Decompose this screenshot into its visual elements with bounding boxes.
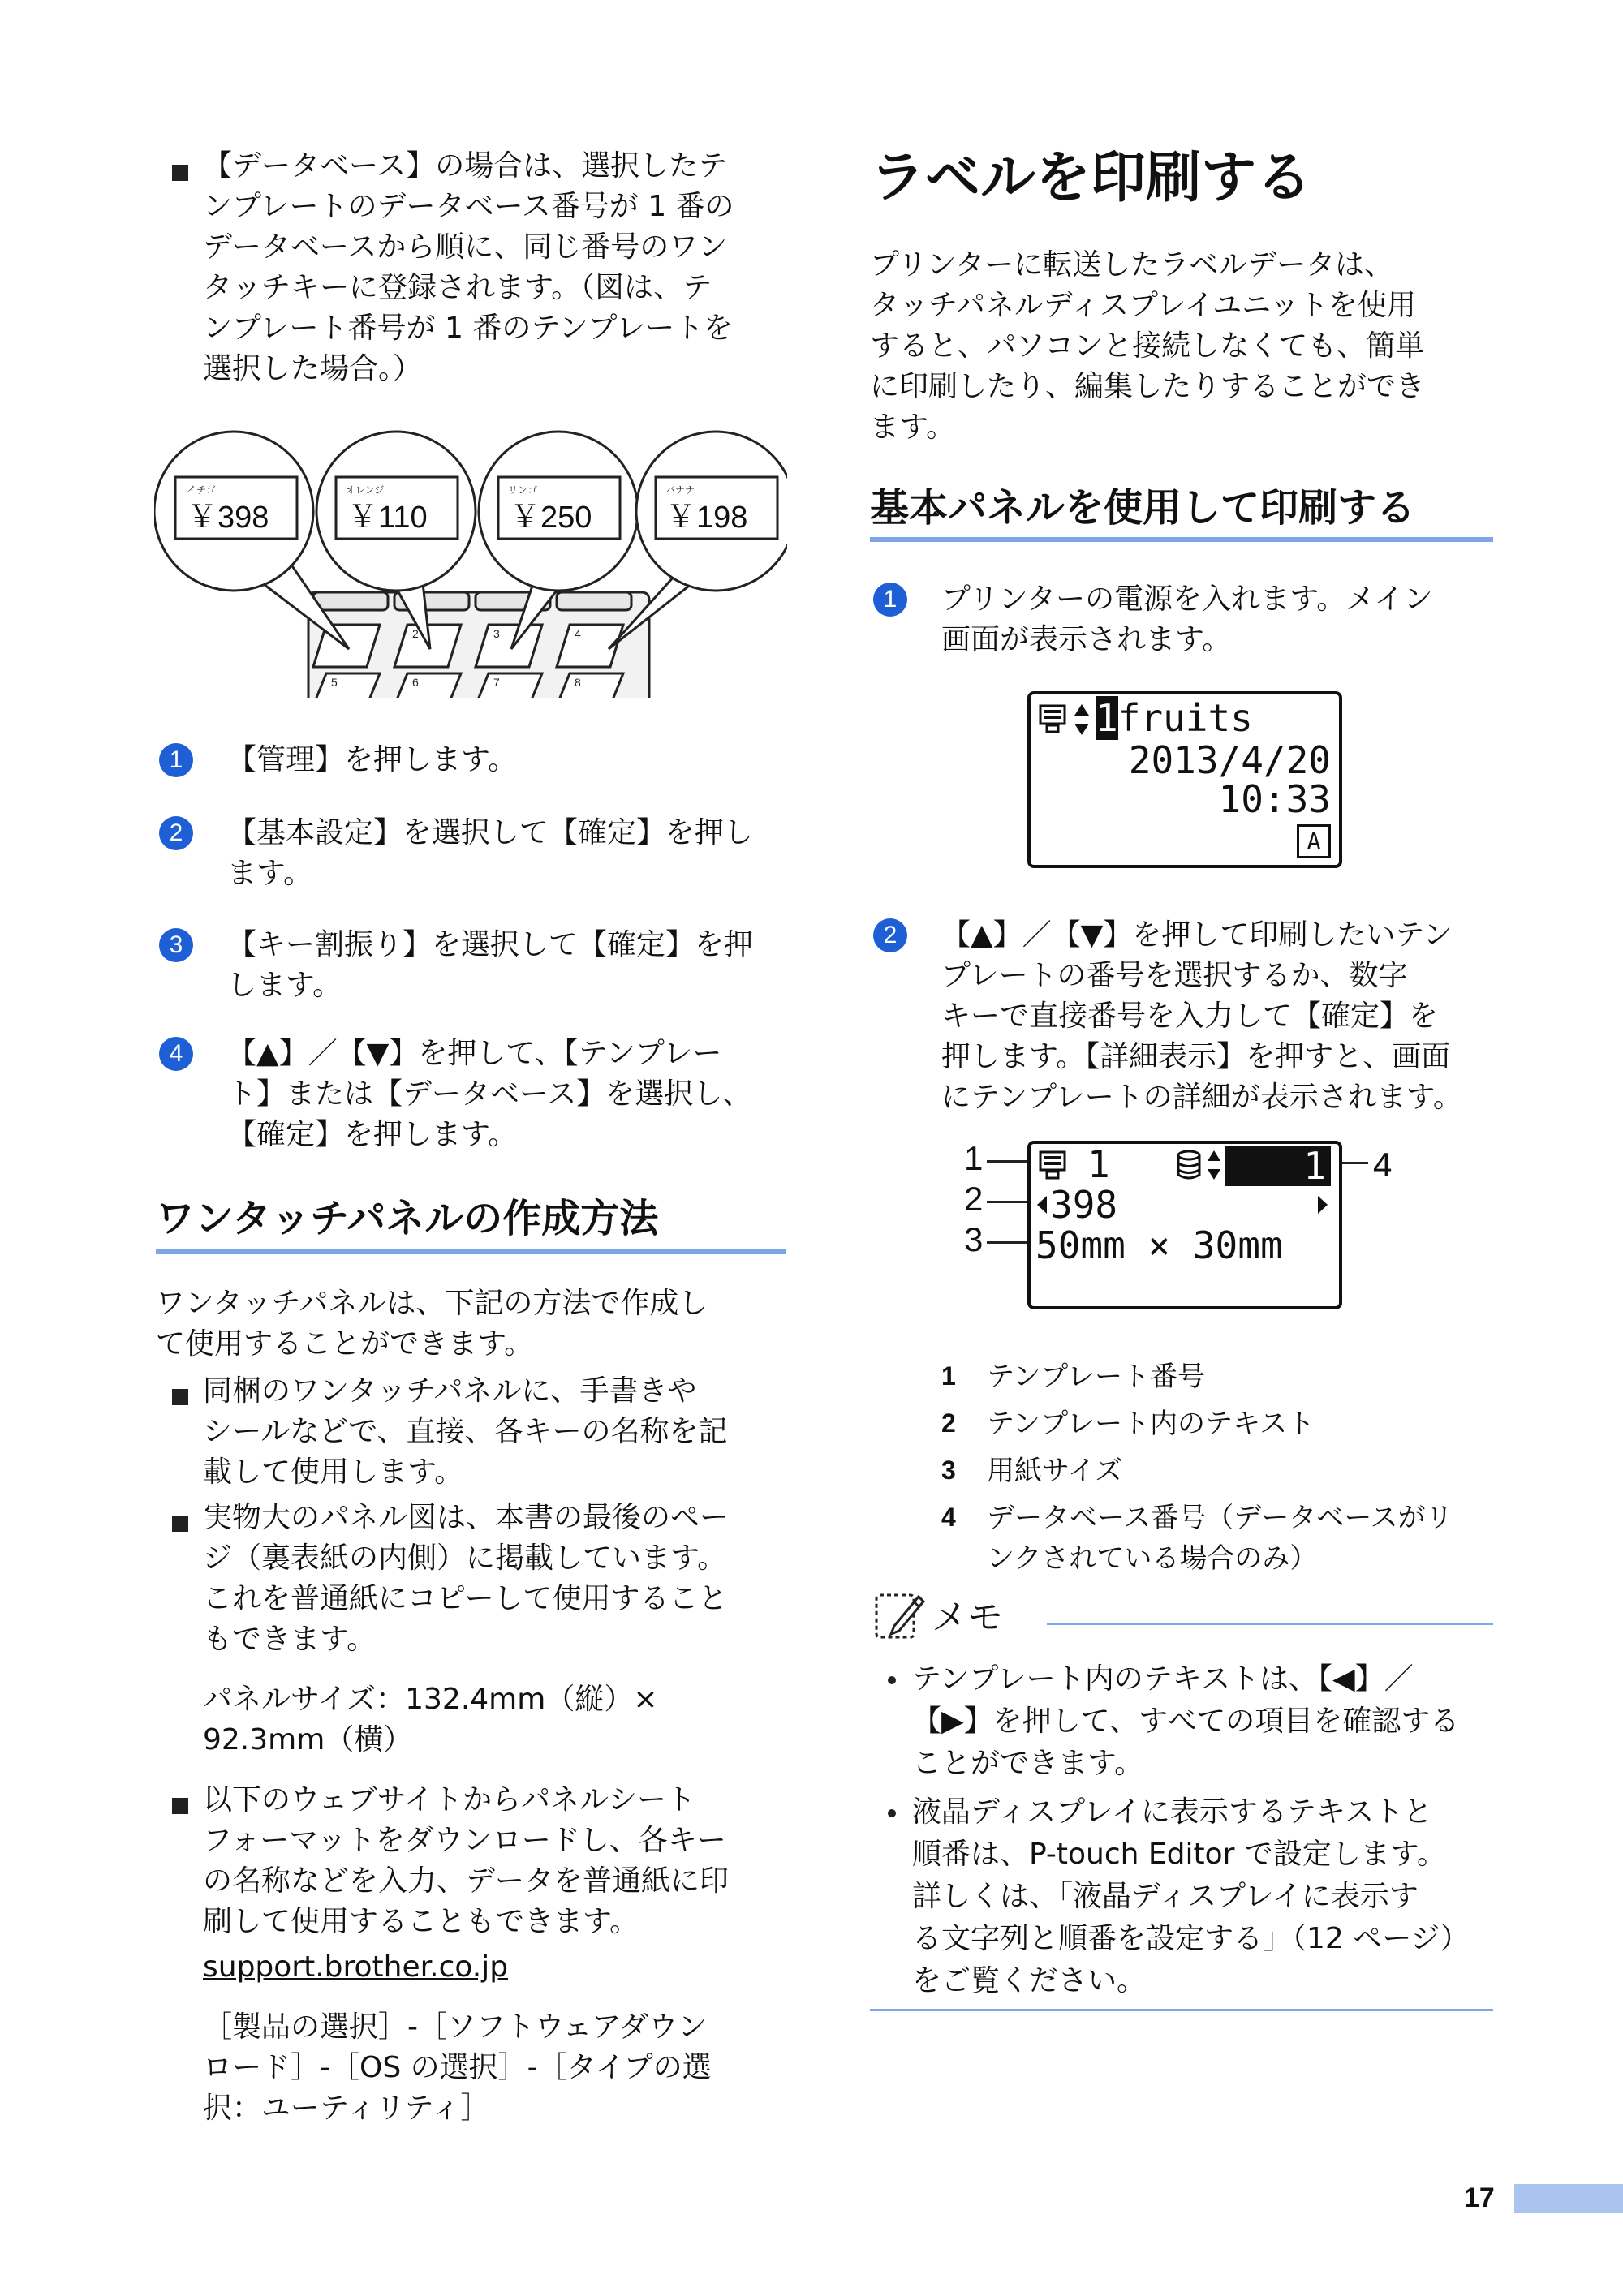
text-line: タッチパネルディスプレイユニットを使用 bbox=[870, 289, 1416, 322]
key-number: 7 bbox=[493, 676, 500, 689]
text-line: 液晶ディスプレイに表示するテキストと bbox=[912, 1795, 1433, 1829]
price-label: ￥398 bbox=[187, 501, 269, 535]
text-line: データベース番号（データベースがリ bbox=[987, 1502, 1453, 1534]
print-intro bbox=[870, 245, 1552, 448]
text-line: 詳しくは、「液晶ディスプレイに表示す bbox=[912, 1880, 1419, 1913]
legend-number: 3 bbox=[941, 1455, 956, 1485]
legend-text: テンプレート番号 bbox=[987, 1361, 1205, 1393]
legend-text bbox=[987, 1498, 1539, 1579]
legend-item bbox=[941, 1404, 1574, 1451]
lcd-detail-screen bbox=[1027, 1141, 1342, 1309]
template-icon bbox=[1037, 1149, 1070, 1181]
section-rule bbox=[870, 537, 1493, 542]
text-line: 【▶】を押して、すべての項目を確認する bbox=[912, 1705, 1460, 1738]
step-number: 2 bbox=[159, 816, 193, 850]
step-number: 1 bbox=[159, 743, 193, 777]
text-line: キーで直接番号を入力して【確定】を bbox=[941, 1000, 1439, 1033]
text-line: タッチキーに登録されます。（図は、テ bbox=[203, 271, 712, 304]
lcd-main-screen bbox=[1027, 691, 1342, 868]
text-line: 画面が表示されます。 bbox=[941, 623, 1232, 656]
lcd-template-name: fruits bbox=[1117, 696, 1253, 740]
legend-text: 用紙サイズ bbox=[987, 1455, 1123, 1487]
text-line: 選択した場合。） bbox=[203, 352, 423, 385]
support-url-wrap bbox=[203, 1947, 508, 1988]
bullet-handwrite-text bbox=[203, 1371, 803, 1493]
text-line: シールなどで、直接、各キーの名称を記 bbox=[203, 1415, 728, 1448]
text-line: 【▲】／【▼】を押して、【テンプレー bbox=[227, 1037, 722, 1070]
text-line: 択：ユーティリティ］ bbox=[203, 2092, 490, 2125]
lcd-mode-label: A bbox=[1307, 828, 1321, 854]
text-line: ンクされている場合のみ） bbox=[987, 1542, 1318, 1575]
section-title-one-touch-panel: ワンタッチパネルの作成方法 bbox=[156, 1196, 659, 1241]
text-line: 【確定】を押します。 bbox=[227, 1118, 518, 1151]
text-line: ンプレート番号が 1 番のテンプレートを bbox=[203, 312, 734, 345]
text-line: ト】または【データベース】を選択し、 bbox=[227, 1077, 752, 1111]
text-line: ます。 bbox=[870, 411, 956, 444]
lcd-time: 10:33 bbox=[1218, 777, 1331, 821]
up-down-arrows-icon bbox=[1073, 703, 1091, 737]
text-line: フォーマットをダウンロードし、各キー bbox=[203, 1824, 726, 1857]
key-number: 2 bbox=[412, 627, 419, 640]
text-line: 同梱のワンタッチパネルに、手書きや bbox=[203, 1374, 697, 1408]
memo-item-1 bbox=[912, 1658, 1561, 1785]
one-touch-panel-figure bbox=[154, 430, 787, 698]
text-line: ロード］-［OS の選択］-［タイプの選 bbox=[203, 2051, 712, 2084]
bullet-square bbox=[172, 1389, 188, 1405]
section-title-basic-panel: 基本パネルを使用して印刷する bbox=[870, 485, 1416, 531]
text-line: します。 bbox=[227, 969, 342, 1002]
step-number: 4 bbox=[159, 1037, 193, 1071]
support-url-link[interactable]: support.brother.co.jp bbox=[203, 1950, 509, 1984]
ruby-label: オレンジ bbox=[346, 484, 385, 496]
legend-text: テンプレート内のテキスト bbox=[987, 1408, 1315, 1440]
key-number: 6 bbox=[412, 676, 419, 689]
callout-leader bbox=[987, 1160, 1029, 1163]
text-line: をご覧ください。 bbox=[912, 1964, 1147, 1997]
bullet-square bbox=[172, 165, 188, 181]
lcd-detail-template-number: 1 bbox=[1087, 1142, 1110, 1186]
text-line: にテンプレートの詳細が表示されます。 bbox=[941, 1081, 1462, 1114]
text-line: プリンターの電源を入れます。メイン bbox=[941, 583, 1433, 616]
legend-number: 2 bbox=[941, 1408, 956, 1438]
right-arrow-icon bbox=[1316, 1194, 1329, 1215]
memo-bullet-dot bbox=[888, 1809, 896, 1817]
bullet-website-text bbox=[203, 1780, 803, 1942]
callout-2: 2 bbox=[964, 1180, 984, 1218]
price-label: ￥198 bbox=[665, 501, 748, 535]
step-number: 2 bbox=[873, 918, 907, 952]
memo-item-2 bbox=[912, 1791, 1561, 2002]
memo-rule-bottom bbox=[870, 2009, 1493, 2011]
legend bbox=[941, 1357, 1574, 1579]
callout-leader bbox=[987, 1201, 1029, 1203]
memo-pencil-icon bbox=[873, 1590, 927, 1644]
text-line: 【▲】／【▼】を押して印刷したいテン bbox=[941, 918, 1453, 952]
step-1-text bbox=[227, 740, 795, 780]
step-number: 1 bbox=[873, 583, 907, 617]
text-line: これを普通紙にコピーして使用すること bbox=[203, 1582, 728, 1615]
section-rule bbox=[156, 1249, 786, 1254]
lcd-detail-db-number: 1 bbox=[1303, 1144, 1326, 1188]
lcd-template-number: 1 bbox=[1096, 696, 1118, 740]
text-line: 【データベース】の場合は、選択したテ bbox=[203, 149, 728, 183]
text-line: 【基本設定】を選択して【確定】を押し bbox=[227, 816, 754, 849]
text-line: 以下のウェブサイトからパネルシート bbox=[203, 1783, 696, 1817]
text-line: 刷して使用することもできます。 bbox=[203, 1905, 639, 1938]
text-line: ンプレートのデータベース番号が 1 番の bbox=[203, 190, 734, 223]
text-line: ［製品の選択］-［ソフトウェアダウン bbox=[203, 2010, 708, 2044]
callout-4: 4 bbox=[1373, 1146, 1393, 1184]
print-step-1-text bbox=[941, 579, 1558, 660]
lcd-detail-size: 50mm × 30mm bbox=[1035, 1223, 1283, 1267]
ruby-label: バナナ bbox=[665, 484, 695, 496]
text-line: ワンタッチパネルは、下記の方法で作成し bbox=[156, 1287, 708, 1320]
text-line: テンプレート内のテキストは、【◀】／ bbox=[912, 1662, 1414, 1696]
text-line: 【管理】を押します。 bbox=[227, 743, 518, 776]
text-line: もできます。 bbox=[203, 1623, 377, 1656]
text-line: る文字列と順番を設定する」（12 ページ） bbox=[912, 1922, 1470, 1955]
text-line: の名称などを入力、データを普通紙に印 bbox=[203, 1864, 730, 1898]
ruby-label: リンゴ bbox=[508, 484, 538, 496]
legend-number: 4 bbox=[941, 1503, 956, 1532]
text-line: データベースから順に、同じ番号のワン bbox=[203, 230, 728, 264]
text-line: ジ（裏表紙の内側）に掲載しています。 bbox=[203, 1541, 727, 1575]
text-line: パネルサイズ：132.4mm（縦）× bbox=[203, 1683, 658, 1716]
bullet-square bbox=[172, 1798, 188, 1814]
text-line: 【キー割振り】を選択して【確定】を押 bbox=[227, 928, 754, 961]
page-number: 17 bbox=[1464, 2182, 1495, 2213]
step-3-text bbox=[227, 925, 795, 1006]
page-tab bbox=[1514, 2184, 1623, 2213]
legend-item bbox=[941, 1498, 1574, 1579]
bullet-square bbox=[172, 1516, 188, 1532]
page-title: ラベルを印刷する bbox=[870, 146, 1312, 210]
text-line: 順番は、P-touch Editor で設定します。 bbox=[912, 1838, 1447, 1871]
text-line: プレートの番号を選択するか、数字 bbox=[941, 959, 1408, 992]
lcd-date: 2013/4/20 bbox=[1128, 738, 1331, 782]
text-line: 実物大のパネル図は、本書の最後のペー bbox=[203, 1501, 730, 1534]
lcd-mode-box bbox=[1297, 824, 1331, 858]
text-line: ます。 bbox=[227, 857, 313, 890]
menu-path-text bbox=[203, 2007, 803, 2129]
legend-item bbox=[941, 1451, 1574, 1498]
price-label: ￥110 bbox=[347, 501, 428, 535]
template-icon bbox=[1037, 703, 1070, 735]
callout-3: 3 bbox=[964, 1220, 984, 1258]
memo-title: メモ bbox=[932, 1597, 1003, 1638]
memo-rule-top bbox=[1047, 1623, 1493, 1625]
text-line: に印刷したり、編集したりすることができ bbox=[870, 370, 1426, 403]
lcd-detail-text: 398 bbox=[1050, 1183, 1118, 1227]
print-step-2-text bbox=[941, 915, 1566, 1118]
database-bullet-text bbox=[203, 146, 803, 389]
memo-bullet-dot bbox=[888, 1676, 896, 1684]
left-arrow-icon bbox=[1035, 1194, 1048, 1215]
key-number: 8 bbox=[575, 676, 581, 689]
up-down-arrows-icon bbox=[1206, 1149, 1222, 1181]
step-2-text bbox=[227, 813, 795, 894]
one-touch-intro bbox=[156, 1283, 789, 1365]
text-line: 押します。【詳細表示】を押すと、画面 bbox=[941, 1040, 1451, 1073]
text-line: すると、パソコンと接続しなくても、簡単 bbox=[870, 329, 1425, 363]
step-4-text bbox=[227, 1034, 795, 1155]
text-line: 92.3mm（横） bbox=[203, 1723, 413, 1756]
callout-1: 1 bbox=[964, 1139, 984, 1177]
text-line: て使用することができます。 bbox=[156, 1327, 534, 1361]
text-line: ことができます。 bbox=[912, 1747, 1144, 1780]
database-icon bbox=[1175, 1149, 1203, 1181]
key-number: 3 bbox=[493, 627, 500, 640]
step-number: 3 bbox=[159, 928, 193, 962]
callout-leader bbox=[987, 1241, 1029, 1244]
key-number: 5 bbox=[331, 676, 338, 689]
ruby-label: イチゴ bbox=[187, 484, 216, 496]
legend-item bbox=[941, 1357, 1574, 1404]
key-number: 4 bbox=[575, 627, 581, 640]
panel-size-text bbox=[203, 1679, 803, 1761]
lcd-template-row bbox=[1096, 698, 1253, 738]
bullet-full-size-text bbox=[203, 1498, 803, 1660]
lcd-detail-db-box bbox=[1225, 1146, 1331, 1186]
text-line: プリンターに転送したラベルデータは、 bbox=[870, 248, 1394, 282]
text-line: 載して使用します。 bbox=[203, 1455, 464, 1489]
legend-number: 1 bbox=[941, 1361, 956, 1391]
price-label: ￥250 bbox=[510, 501, 592, 535]
